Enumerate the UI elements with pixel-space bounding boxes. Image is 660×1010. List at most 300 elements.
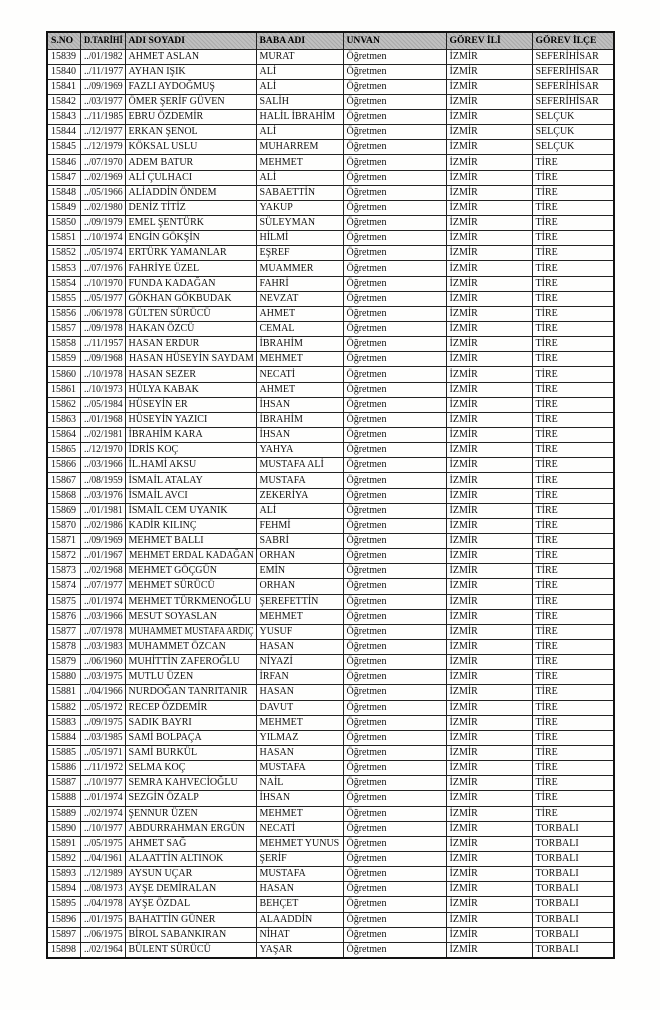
cell-text: GÖKHAN GÖKBUDAK xyxy=(128,292,232,304)
cell-duty-province xyxy=(446,382,532,397)
cell-father-name xyxy=(256,897,343,912)
cell-title xyxy=(343,140,446,155)
cell-text: Öğretmen xyxy=(346,186,387,198)
cell-text: MUSTAFA xyxy=(259,474,306,486)
table-row xyxy=(47,125,614,140)
cell-text: 15876 xyxy=(51,610,76,622)
cell-sno xyxy=(47,337,80,352)
cell-text: Öğretmen xyxy=(346,580,387,592)
cell-duty-province xyxy=(446,609,532,624)
cell-text: MEHMET TÜRKMENOĞLU xyxy=(128,595,252,607)
cell-text: Öğretmen xyxy=(346,822,387,834)
cell-duty-province xyxy=(446,836,532,851)
cell-duty-district xyxy=(532,882,614,897)
cell-name-surname xyxy=(125,700,256,715)
cell-text: İZMİR xyxy=(449,595,478,607)
cell-text: TİRE xyxy=(535,641,558,653)
cell-sno xyxy=(47,761,80,776)
cell-name-surname xyxy=(125,64,256,79)
cell-birth-date xyxy=(80,534,125,549)
cell-father-name xyxy=(256,276,343,291)
column-header-name-surname xyxy=(125,32,256,49)
cell-text: TİRE xyxy=(535,792,558,804)
cell-text: İZMİR xyxy=(449,580,478,592)
cell-text: 15855 xyxy=(51,292,76,304)
cell-title xyxy=(343,246,446,261)
cell-text: Öğretmen xyxy=(346,95,387,107)
cell-title xyxy=(343,473,446,488)
cell-text: ADEM BATUR xyxy=(128,156,194,168)
table-row xyxy=(47,110,614,125)
cell-text: CEMAL xyxy=(259,323,295,335)
cell-duty-district xyxy=(532,155,614,170)
cell-text: ../11/1972 xyxy=(83,762,123,774)
cell-father-name xyxy=(256,473,343,488)
cell-text: Öğretmen xyxy=(346,701,387,713)
cell-duty-district xyxy=(532,246,614,261)
cell-text: ../07/1977 xyxy=(83,580,123,592)
cell-title xyxy=(343,670,446,685)
column-header-father-name xyxy=(256,32,343,49)
cell-text: 15888 xyxy=(51,792,76,804)
cell-text: İZMİR xyxy=(449,292,478,304)
cell-title xyxy=(343,200,446,215)
cell-duty-province xyxy=(446,488,532,503)
cell-text: İBRAHİM xyxy=(259,413,303,425)
cell-duty-province xyxy=(446,94,532,109)
cell-text: 15858 xyxy=(51,338,76,350)
cell-text: MEHMET xyxy=(259,610,303,622)
cell-birth-date xyxy=(80,882,125,897)
cell-birth-date xyxy=(80,700,125,715)
cell-duty-district xyxy=(532,791,614,806)
cell-text: İZMİR xyxy=(449,853,478,865)
cell-text: FEHMİ xyxy=(259,519,291,531)
cell-text: 15846 xyxy=(51,156,76,168)
cell-sno xyxy=(47,473,80,488)
cell-text: Öğretmen xyxy=(346,368,387,380)
cell-text: İBRAHİM xyxy=(259,338,303,350)
cell-text: Öğretmen xyxy=(346,126,387,138)
cell-name-surname xyxy=(125,594,256,609)
cell-birth-date xyxy=(80,685,125,700)
cell-text: SELÇUK xyxy=(535,111,575,123)
cell-text: TORBALI xyxy=(535,943,579,955)
cell-duty-district xyxy=(532,322,614,337)
cell-text: 15839 xyxy=(51,50,76,62)
cell-text: ../11/1977 xyxy=(83,65,123,77)
cell-text: Öğretmen xyxy=(346,731,387,743)
cell-father-name xyxy=(256,458,343,473)
cell-duty-district xyxy=(532,261,614,276)
cell-title xyxy=(343,715,446,730)
cell-duty-province xyxy=(446,518,532,533)
cell-sno xyxy=(47,367,80,382)
table-row xyxy=(47,64,614,79)
cell-text: Öğretmen xyxy=(346,762,387,774)
cell-text: İZMİR xyxy=(449,747,478,759)
cell-duty-province xyxy=(446,246,532,261)
cell-duty-province xyxy=(446,594,532,609)
cell-text: 15857 xyxy=(51,323,76,335)
cell-text: MUTLU ÜZEN xyxy=(128,671,194,683)
cell-name-surname xyxy=(125,639,256,654)
cell-text: İZMİR xyxy=(449,95,478,107)
cell-sno xyxy=(47,670,80,685)
cell-sno xyxy=(47,185,80,200)
cell-text: ALİ ÇULHACI xyxy=(128,171,193,183)
cell-father-name xyxy=(256,639,343,654)
cell-title xyxy=(343,352,446,367)
cell-title xyxy=(343,412,446,427)
cell-text: MEHMET ERDAL KADAĞAN xyxy=(128,550,254,562)
cell-text: YUSUF xyxy=(259,625,293,637)
cell-text: Öğretmen xyxy=(346,307,387,319)
cell-duty-district xyxy=(532,518,614,533)
cell-text: İZMİR xyxy=(449,686,478,698)
cell-text: ../01/1981 xyxy=(83,504,123,516)
cell-duty-district xyxy=(532,639,614,654)
cell-duty-district xyxy=(532,867,614,882)
cell-text: Öğretmen xyxy=(346,913,387,925)
cell-text: İZMİR xyxy=(449,217,478,229)
cell-sno xyxy=(47,397,80,412)
cell-duty-district xyxy=(532,609,614,624)
cell-name-surname xyxy=(125,549,256,564)
cell-duty-district xyxy=(532,291,614,306)
cell-father-name xyxy=(256,291,343,306)
cell-text: 15875 xyxy=(51,595,76,607)
cell-text: İZMİR xyxy=(449,868,478,880)
cell-father-name xyxy=(256,185,343,200)
cell-text: MUAMMER xyxy=(259,262,314,274)
cell-text: AYHAN IŞIK xyxy=(128,65,186,77)
cell-duty-province xyxy=(446,261,532,276)
table-row xyxy=(47,776,614,791)
cell-name-surname xyxy=(125,367,256,382)
cell-title xyxy=(343,170,446,185)
cell-text: ../12/1979 xyxy=(83,141,123,153)
cell-father-name xyxy=(256,246,343,261)
cell-text: İZMİR xyxy=(449,565,478,577)
cell-sno xyxy=(47,897,80,912)
cell-birth-date xyxy=(80,806,125,821)
cell-title xyxy=(343,64,446,79)
cell-text: HASAN ERDUR xyxy=(128,338,200,350)
cell-text: ../01/1967 xyxy=(83,550,123,562)
cell-name-surname xyxy=(125,821,256,836)
cell-text: Öğretmen xyxy=(346,65,387,77)
cell-text: HASAN xyxy=(259,883,294,895)
cell-father-name xyxy=(256,428,343,443)
column-header-sno xyxy=(47,32,80,49)
table-row xyxy=(47,352,614,367)
cell-birth-date xyxy=(80,836,125,851)
cell-text: Öğretmen xyxy=(346,837,387,849)
cell-text: 15859 xyxy=(51,353,76,365)
cell-duty-district xyxy=(532,458,614,473)
cell-title xyxy=(343,549,446,564)
cell-sno xyxy=(47,49,80,64)
cell-father-name xyxy=(256,549,343,564)
cell-text: İZMİR xyxy=(449,413,478,425)
cell-duty-province xyxy=(446,624,532,639)
cell-duty-district xyxy=(532,428,614,443)
cell-text: ../09/1969 xyxy=(83,80,123,92)
cell-title xyxy=(343,579,446,594)
cell-text: Öğretmen xyxy=(346,504,387,516)
cell-text: 15861 xyxy=(51,383,76,395)
cell-text: İZMİR xyxy=(449,701,478,713)
cell-birth-date xyxy=(80,261,125,276)
cell-text: MEHMET YUNUS xyxy=(259,837,340,849)
cell-text: ../06/1978 xyxy=(83,307,123,319)
cell-text: NAİL xyxy=(259,777,284,789)
table-row xyxy=(47,579,614,594)
cell-text: İZMİR xyxy=(449,943,478,955)
column-header-label: S.NO xyxy=(51,35,74,47)
cell-sno xyxy=(47,851,80,866)
cell-text: 15882 xyxy=(51,701,76,713)
cell-duty-province xyxy=(446,49,532,64)
column-header-label: UNVAN xyxy=(346,35,380,47)
cell-father-name xyxy=(256,821,343,836)
cell-text: TİRE xyxy=(535,459,558,471)
cell-father-name xyxy=(256,322,343,337)
cell-name-surname xyxy=(125,867,256,882)
cell-text: ../12/1989 xyxy=(83,868,123,880)
cell-text: İZMİR xyxy=(449,156,478,168)
cell-name-surname xyxy=(125,670,256,685)
cell-birth-date xyxy=(80,49,125,64)
table-row xyxy=(47,761,614,776)
cell-duty-province xyxy=(446,715,532,730)
cell-text: İZMİR xyxy=(449,111,478,123)
cell-text: İZMİR xyxy=(449,671,478,683)
cell-text: DAVUT xyxy=(259,701,294,713)
cell-name-surname xyxy=(125,882,256,897)
cell-title xyxy=(343,155,446,170)
cell-text: ../05/1966 xyxy=(83,186,123,198)
cell-name-surname xyxy=(125,503,256,518)
cell-text: İSMAİL ATALAY xyxy=(128,474,203,486)
cell-text: TİRE xyxy=(535,701,558,713)
cell-text: ../10/1970 xyxy=(83,277,123,289)
cell-father-name xyxy=(256,49,343,64)
cell-duty-province xyxy=(446,140,532,155)
cell-text: 15898 xyxy=(51,943,76,955)
cell-title xyxy=(343,443,446,458)
column-header-title xyxy=(343,32,446,49)
cell-sno xyxy=(47,806,80,821)
cell-text: TORBALI xyxy=(535,822,579,834)
cell-text: TİRE xyxy=(535,565,558,577)
cell-duty-district xyxy=(532,49,614,64)
cell-sno xyxy=(47,927,80,942)
cell-sno xyxy=(47,322,80,337)
cell-text: ../05/1974 xyxy=(83,247,123,259)
cell-father-name xyxy=(256,231,343,246)
cell-birth-date xyxy=(80,488,125,503)
cell-duty-province xyxy=(446,564,532,579)
cell-duty-district xyxy=(532,170,614,185)
cell-text: AYŞE ÖZDAL xyxy=(128,898,191,910)
cell-title xyxy=(343,745,446,760)
table-row xyxy=(47,897,614,912)
cell-sno xyxy=(47,306,80,321)
cell-text: TİRE xyxy=(535,292,558,304)
cell-sno xyxy=(47,912,80,927)
cell-text: 15869 xyxy=(51,504,76,516)
cell-name-surname xyxy=(125,49,256,64)
cell-birth-date xyxy=(80,185,125,200)
cell-birth-date xyxy=(80,216,125,231)
cell-text: MUSTAFA xyxy=(259,868,306,880)
cell-text: 15851 xyxy=(51,232,76,244)
cell-text: MEHMET xyxy=(259,716,303,728)
cell-father-name xyxy=(256,594,343,609)
cell-father-name xyxy=(256,337,343,352)
cell-duty-district xyxy=(532,473,614,488)
cell-father-name xyxy=(256,685,343,700)
cell-title xyxy=(343,821,446,836)
cell-text: Öğretmen xyxy=(346,777,387,789)
cell-title xyxy=(343,397,446,412)
cell-birth-date xyxy=(80,337,125,352)
cell-duty-district xyxy=(532,715,614,730)
cell-name-surname xyxy=(125,609,256,624)
cell-text: İZMİR xyxy=(449,913,478,925)
cell-duty-province xyxy=(446,337,532,352)
cell-title xyxy=(343,761,446,776)
cell-birth-date xyxy=(80,352,125,367)
cell-name-surname xyxy=(125,488,256,503)
cell-text: EMİN xyxy=(259,565,286,577)
cell-sno xyxy=(47,503,80,518)
cell-duty-district xyxy=(532,579,614,594)
cell-father-name xyxy=(256,776,343,791)
table-row xyxy=(47,443,614,458)
cell-text: Öğretmen xyxy=(346,201,387,213)
cell-text: Öğretmen xyxy=(346,277,387,289)
table-row xyxy=(47,594,614,609)
cell-name-surname xyxy=(125,443,256,458)
table-row xyxy=(47,655,614,670)
cell-text: SALİH xyxy=(259,95,289,107)
cell-text: ../12/1970 xyxy=(83,444,123,456)
table-body xyxy=(47,49,614,958)
cell-father-name xyxy=(256,670,343,685)
cell-birth-date xyxy=(80,821,125,836)
cell-text: 15891 xyxy=(51,837,76,849)
cell-text: ../07/1978 xyxy=(83,625,123,637)
cell-text: TİRE xyxy=(535,307,558,319)
cell-sno xyxy=(47,458,80,473)
cell-duty-district xyxy=(532,912,614,927)
table-row xyxy=(47,851,614,866)
cell-duty-province xyxy=(446,79,532,94)
table-row xyxy=(47,185,614,200)
cell-text: GÜLTEN SÜRÜCÜ xyxy=(128,307,211,319)
cell-text: MESUT SOYASLAN xyxy=(128,610,217,622)
cell-text: İZMİR xyxy=(449,474,478,486)
cell-text: 15878 xyxy=(51,641,76,653)
cell-text: İZMİR xyxy=(449,368,478,380)
table-row xyxy=(47,715,614,730)
cell-duty-province xyxy=(446,927,532,942)
cell-father-name xyxy=(256,397,343,412)
cell-name-surname xyxy=(125,382,256,397)
cell-text: ../02/1981 xyxy=(83,429,123,441)
cell-name-surname xyxy=(125,942,256,958)
cell-father-name xyxy=(256,851,343,866)
cell-birth-date xyxy=(80,94,125,109)
cell-text: YAHYA xyxy=(259,444,294,456)
cell-text: 15894 xyxy=(51,883,76,895)
cell-text: 15848 xyxy=(51,186,76,198)
cell-duty-district xyxy=(532,745,614,760)
cell-text: TORBALI xyxy=(535,837,579,849)
cell-text: İZMİR xyxy=(449,338,478,350)
cell-text: ../09/1975 xyxy=(83,716,123,728)
cell-birth-date xyxy=(80,458,125,473)
cell-birth-date xyxy=(80,397,125,412)
cell-text: Öğretmen xyxy=(346,928,387,940)
cell-text: AHMET xyxy=(259,383,296,395)
cell-duty-district xyxy=(532,488,614,503)
cell-father-name xyxy=(256,912,343,927)
cell-birth-date xyxy=(80,428,125,443)
cell-text: 15886 xyxy=(51,762,76,774)
cell-sno xyxy=(47,549,80,564)
cell-text: TİRE xyxy=(535,368,558,380)
cell-duty-district xyxy=(532,337,614,352)
cell-text: Öğretmen xyxy=(346,550,387,562)
cell-duty-district xyxy=(532,927,614,942)
cell-text: TİRE xyxy=(535,323,558,335)
cell-title xyxy=(343,564,446,579)
cell-text: 15873 xyxy=(51,565,76,577)
cell-text: ORHAN xyxy=(259,550,296,562)
cell-text: ZEKERİYA xyxy=(259,489,309,501)
cell-text: 15850 xyxy=(51,217,76,229)
cell-father-name xyxy=(256,125,343,140)
cell-sno xyxy=(47,443,80,458)
cell-duty-province xyxy=(446,730,532,745)
cell-text: TORBALI xyxy=(535,898,579,910)
cell-text: SELÇUK xyxy=(535,126,575,138)
cell-text: 15864 xyxy=(51,429,76,441)
cell-text: İZMİR xyxy=(449,80,478,92)
cell-title xyxy=(343,261,446,276)
cell-text: 15883 xyxy=(51,716,76,728)
cell-father-name xyxy=(256,140,343,155)
table-row xyxy=(47,382,614,397)
cell-text: Öğretmen xyxy=(346,323,387,335)
cell-title xyxy=(343,79,446,94)
cell-name-surname xyxy=(125,791,256,806)
cell-duty-province xyxy=(446,806,532,821)
cell-text: Öğretmen xyxy=(346,474,387,486)
table-row xyxy=(47,624,614,639)
cell-text: TİRE xyxy=(535,807,558,819)
cell-title xyxy=(343,730,446,745)
cell-duty-district xyxy=(532,700,614,715)
cell-text: YAŞAR xyxy=(259,943,293,955)
cell-father-name xyxy=(256,942,343,958)
cell-father-name xyxy=(256,503,343,518)
cell-sno xyxy=(47,246,80,261)
